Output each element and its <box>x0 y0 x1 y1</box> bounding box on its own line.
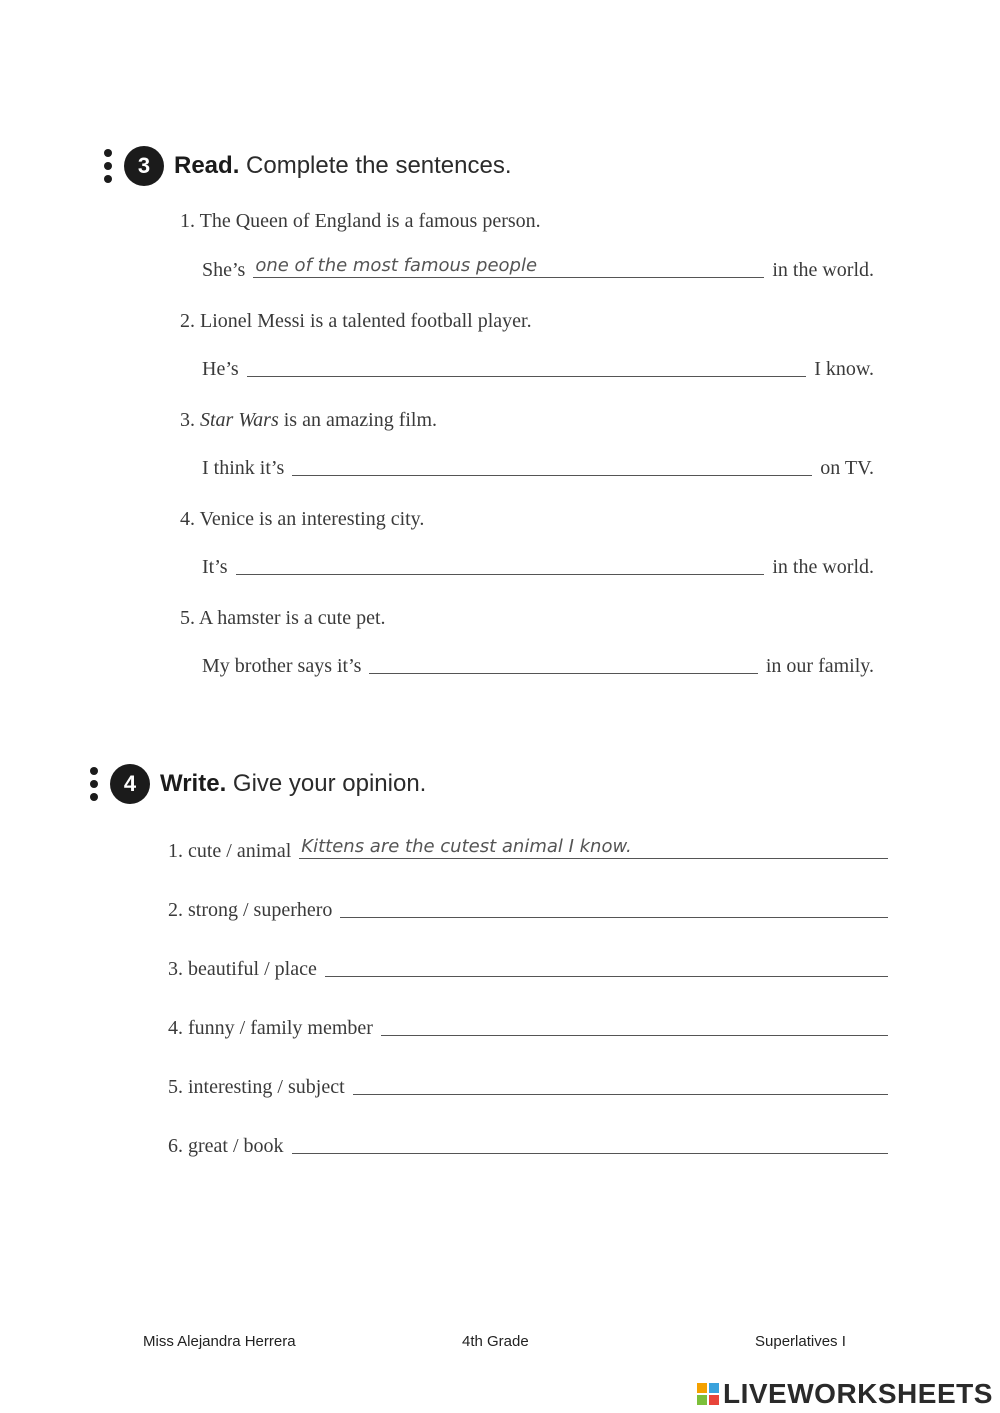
s4-row-4: 4. funny / family member <box>168 1011 888 1040</box>
s4-row-3: 3. beautiful / place <box>168 952 888 981</box>
dots-icon <box>90 767 98 801</box>
section-4-number: 4 <box>110 764 150 804</box>
s3-answer-row-1: She’s one of the most famous people in the world. <box>202 255 874 281</box>
s4-row-2: 2. strong / superhero <box>168 893 888 922</box>
s3-answer-field-5[interactable] <box>369 649 757 674</box>
s4-answer-field-6[interactable] <box>292 1129 888 1154</box>
s3-answer-field-4[interactable] <box>236 550 765 575</box>
s4-answer-field-2[interactable] <box>340 893 888 918</box>
brand-name: LIVEWORKSHEETS <box>723 1378 993 1409</box>
section-3-title: Read. Complete the sentences. <box>174 152 512 179</box>
s3-prompt-4: 4. Venice is an interesting city. <box>180 508 425 530</box>
section-3-number: 3 <box>124 146 164 186</box>
footer-teacher: Miss Alejandra Herrera <box>143 1333 296 1350</box>
s3-answer-row-3: I think it’s on TV. <box>202 451 874 480</box>
s4-answer-field-3[interactable] <box>325 952 888 977</box>
s4-row-6: 6. great / book <box>168 1129 888 1158</box>
logo-blocks-icon <box>697 1383 719 1405</box>
s3-prompt-1: 1. The Queen of England is a famous person. <box>180 210 541 232</box>
s3-answer-row-2: He’s I know. <box>202 352 874 381</box>
s3-answer-field-1[interactable]: one of the most famous people <box>253 253 764 278</box>
section-3-header <box>104 146 512 186</box>
s3-answer-field-3[interactable] <box>292 451 812 476</box>
s3-prompt-2: 2. Lionel Messi is a talented football player. <box>180 310 532 332</box>
s3-answer-field-2[interactable] <box>247 352 807 377</box>
s3-prompt-5: 5. A hamster is a cute pet. <box>180 607 386 629</box>
s4-answer-field-1[interactable]: Kittens are the cutest animal I know. <box>299 834 888 859</box>
s4-row-1: 1. cute / animal Kittens are the cutest animal I know. <box>168 834 888 863</box>
footer-grade: 4th Grade <box>462 1333 529 1350</box>
s4-answer-field-5[interactable] <box>353 1070 888 1095</box>
section-4-title: Write. Give your opinion. <box>160 770 427 797</box>
footer-topic: Superlatives I <box>755 1333 846 1350</box>
s4-row-5: 5. interesting / subject <box>168 1070 888 1099</box>
s3-answer-row-5: My brother says it’s in our family. <box>202 649 874 678</box>
s3-answer-row-4: It’s in the world. <box>202 550 874 579</box>
dots-icon <box>104 149 112 183</box>
liveworksheets-logo <box>697 1378 993 1410</box>
s3-prompt-3: 3. Star Wars is an amazing film. <box>180 409 438 431</box>
section-4-header <box>90 764 426 804</box>
s4-answer-field-4[interactable] <box>381 1011 888 1036</box>
